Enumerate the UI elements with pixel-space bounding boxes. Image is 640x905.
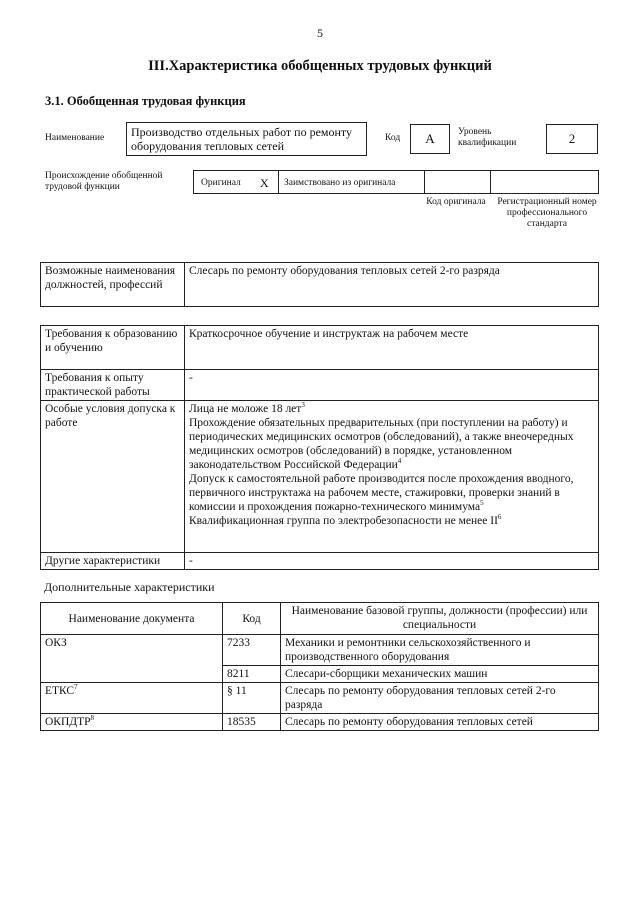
experience-label: Требования к опыту практической работы: [41, 370, 185, 401]
table-row: [41, 683, 599, 714]
divider: [424, 171, 425, 193]
col-name-header: Наименование базовой группы, должности (профессии) или специальности: [281, 603, 599, 635]
reg-number-caption: Регистрационный номер профессионального стандарта: [497, 197, 597, 229]
special-item: Квалификационная группа по электробезопасности не менее $II^6$: [189, 513, 502, 527]
code-original-caption: Код оригинала: [426, 197, 486, 207]
doc-cell: ОКПДТР$^8$: [41, 714, 223, 731]
divider: [278, 171, 279, 193]
name-cell: Механики и ремонтники сельскохозяйственного и производственного оборудования: [281, 635, 599, 666]
positions-table: [40, 262, 599, 307]
positions-label: Возможные наименования должностей, профессий: [41, 263, 185, 307]
borrowed-label: Заимствовано из оригинала: [284, 178, 396, 188]
education-label: Требования к образованию и обучению: [41, 326, 185, 370]
doc-cell: ОКЗ: [41, 635, 223, 683]
code-value: А: [410, 124, 450, 154]
doc-cell: ЕТКС$^7$: [41, 683, 223, 714]
origin-box: [193, 170, 599, 194]
special-label: Особые условия допуска к работе: [41, 401, 185, 553]
original-mark: X: [260, 176, 269, 190]
positions-value: Слесарь по ремонту оборудования тепловых сетей 2-го разряда: [185, 263, 599, 307]
code-cell: 7233: [223, 635, 281, 666]
other-value: -: [185, 553, 599, 570]
col-code-header: Код: [223, 603, 281, 635]
special-value: [185, 401, 599, 553]
code-cell: § 11: [223, 683, 281, 714]
section-title: III.Характеристика обобщенных трудовых функций: [148, 58, 492, 74]
code-cell: 8211: [223, 666, 281, 683]
special-item: Лица не моложе 18 лет$^3$: [189, 401, 305, 415]
table-row: [41, 714, 599, 731]
special-item: Допуск к самостоятельной работе производится после прохождения вводного, первичного инструктажа на рабочем месте, стажировки, проверки знаний в комиссии и прохождения пожарно-технического минимума$^5$: [189, 473, 574, 513]
origin-label: Происхождение обобщенной трудовой функции: [45, 171, 163, 192]
name-cell: Слесарь по ремонту оборудования тепловых сетей: [281, 714, 599, 731]
page-number: 5: [317, 26, 323, 40]
function-subtitle: 3.1. Обобщенная трудовая функция: [45, 94, 246, 108]
special-item: Прохождение обязательных предварительных (при поступлении на работу) и периодических медицинских осмотров (обследований), а также внеочередных медицинских осмотров (обследований) в порядке, установленном законодательством Российской Федерации$^4$: [189, 417, 574, 471]
table-row: [41, 635, 599, 666]
name-label: Наименование: [45, 133, 105, 143]
col-doc-header: Наименование документа: [41, 603, 223, 635]
level-label: Уровень квалификации: [458, 127, 517, 148]
other-label: Другие характеристики: [41, 553, 185, 570]
code-cell: 18535: [223, 714, 281, 731]
additional-caption: Дополнительные характеристики: [44, 580, 215, 594]
name-cell: Слесарь по ремонту оборудования тепловых сетей 2-го разряда: [281, 683, 599, 714]
additional-table: [40, 602, 599, 731]
experience-value: -: [185, 370, 599, 401]
name-value: Производство отдельных работ по ремонту оборудования тепловых сетей: [126, 122, 367, 156]
code-label: Код: [385, 133, 401, 143]
level-value: 2: [546, 124, 598, 154]
divider: [490, 171, 491, 193]
education-value: Краткосрочное обучение и инструктаж на рабочем месте: [185, 326, 599, 370]
name-cell: Слесари-сборщики механических машин: [281, 666, 599, 683]
original-label: Оригинал: [201, 178, 241, 188]
requirements-table: [40, 325, 599, 570]
